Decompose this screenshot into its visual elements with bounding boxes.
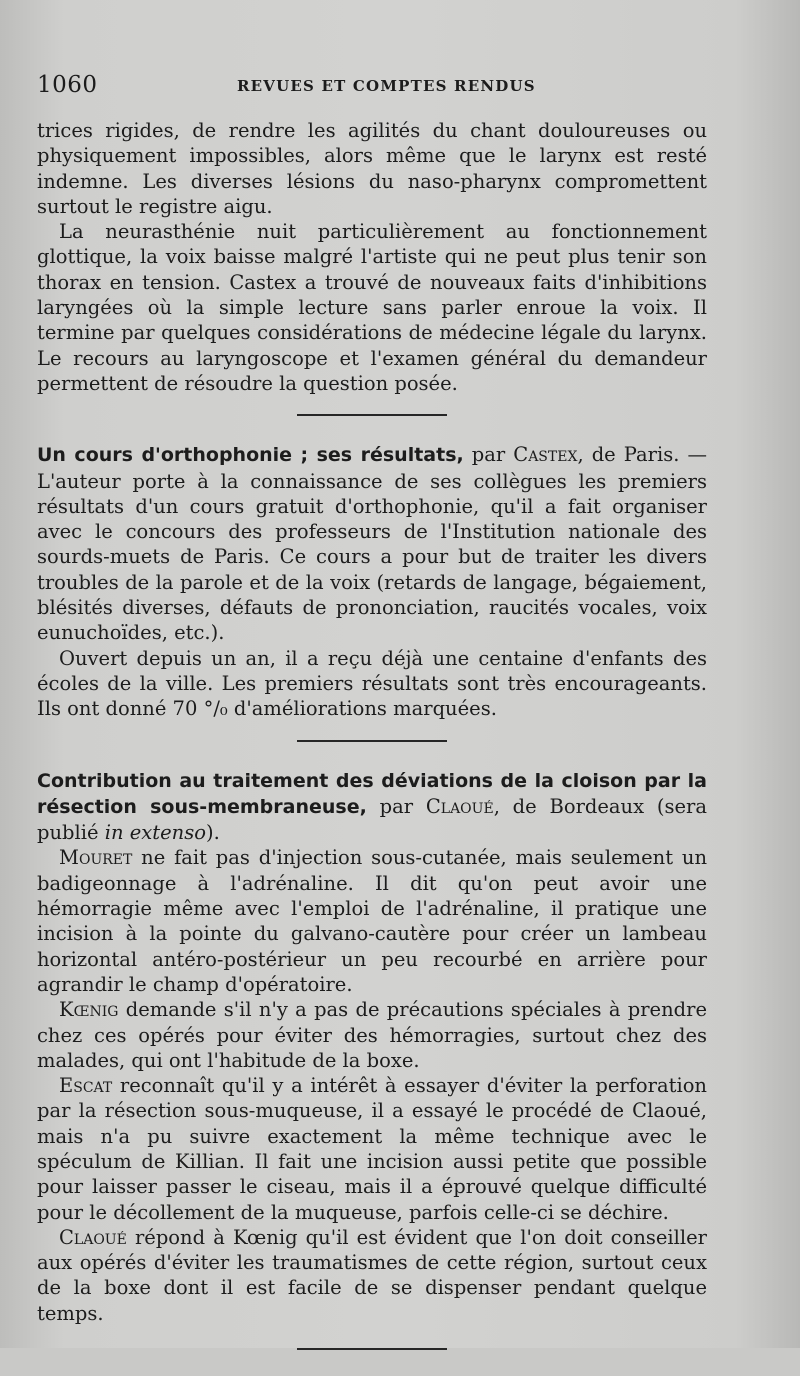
section2-location: , de Paris. —: [577, 443, 707, 467]
running-head: REVUES ET COMPTES RENDUS: [237, 77, 536, 95]
speaker-mouret: Mouret: [59, 846, 133, 870]
page-body: [37, 118, 707, 1376]
section3-author: Claoué: [425, 794, 494, 818]
section3-location: , de Bordeaux (sera publié: [37, 794, 708, 845]
section2-author: Castex: [513, 443, 578, 467]
discussion-mouret-text: ne fait pas d'injection sous-cutanée, mais seulement un badigeonnage à l'adrénaline. Il dit qu'on peut avoir une hémorragie même avec l'emploi de l'adrénaline, il pratique une incision à la pointe du galvano-cautère pour créer un lambeau horizontal antéro-postérieur un peu recourbé en arrière pour agrandir le champ d'opératoire.: [37, 846, 707, 996]
section2-paragraph1: [37, 442, 707, 645]
discussion-mouret: [37, 845, 707, 997]
speaker-claoue: Claoué: [59, 1225, 127, 1249]
section2-by: par: [463, 443, 514, 467]
discussion-claoue-text: répond à Kœnig qu'il est évident que l'on doit conseiller aux opérés d'éviter les traumatismes de cette région, surtout ceux de la boxe dont il est facile de se dispenser pendant quelque temps.: [37, 1225, 707, 1325]
speaker-koenig: Kœnig: [59, 998, 119, 1022]
section2-paragraph1-text: L'auteur porte à la connaissance de ses collègues les premiers résultats d'un cours gratuit d'orthophonie, qu'il a fait organiser avec le concours des professeurs de l'Institution nationale des sourds-muets de Paris. Ce cours a pour but de traiter les divers troubles de la parole et de la voix (retards de langage, bégaiement, blésités diverses, défauts de prononciation, raucités vocales, voix eunuchoïdes, etc.).: [37, 469, 707, 645]
discussion-escat: [37, 1073, 707, 1225]
discussion-koenig: [37, 997, 707, 1073]
section2-title: Un cours d'orthophonie ; ses résultats,: [37, 444, 464, 467]
section-divider-3: [297, 1348, 447, 1350]
section-divider-2: [297, 740, 447, 742]
section3-by: par: [366, 794, 426, 818]
section3-close: ).: [205, 821, 220, 845]
section2-paragraph2: Ouvert depuis un an, il a reçu déjà une centaine d'enfants des écoles de la ville. Les premiers résultats sont très encourageants. Ils ont donné 70 °/₀ d'améliorations marquées.: [37, 646, 707, 721]
discussion-claoue: [37, 1225, 707, 1326]
speaker-escat: Escat: [59, 1074, 113, 1098]
discussion-escat-text: reconnaît qu'il y a intérêt à essayer d'éviter la perforation par la résection sous-muqueuse, il a essayé le procédé de Claoué, mais n'a pu suivre exactement la même technique avec le spéculum de Killian. Il fait une incision aussi petite que possible pour laisser passer le ciseau, mais il a éprouvé quelque difficulté pour le décollement de la muqueuse, parfois celle-ci se déchire.: [37, 1074, 707, 1224]
page-number: 1060: [37, 72, 98, 98]
section3-title: Contribution au traitement des déviations de la cloison par la résection sous-membraneuse,: [37, 769, 707, 818]
section3-in-extenso: in extenso: [104, 821, 206, 845]
section3-heading: [37, 768, 707, 846]
section1-paragraph1: trices rigides, de rendre les agilités du chant douloureuses ou physiquement impossibles, alors même que le larynx est resté indemne. Les diverses lésions du naso-pharynx compromettent surtout le registre aigu.: [37, 119, 707, 218]
section-divider-1: [297, 414, 447, 416]
page-header: [37, 72, 740, 104]
discussion-koenig-text: demande s'il n'y a pas de précautions spéciales à prendre chez ces opérés pour éviter des hémorragies, surtout chez des malades, qui ont l'habitude de la boxe.: [37, 998, 707, 1072]
section1-paragraph2: La neurasthénie nuit particulièrement au fonctionnement glottique, la voix baisse malgré l'artiste qui ne peut plus tenir son thorax en tension. Castex a trouvé de nouveaux faits d'inhibitions laryngées où la simple lecture sans parler enroue la voix. Il termine par quelques considérations de médecine légale du larynx. Le recours au laryngoscope et l'examen général du demandeur permettent de résoudre la question posée.: [37, 220, 707, 395]
